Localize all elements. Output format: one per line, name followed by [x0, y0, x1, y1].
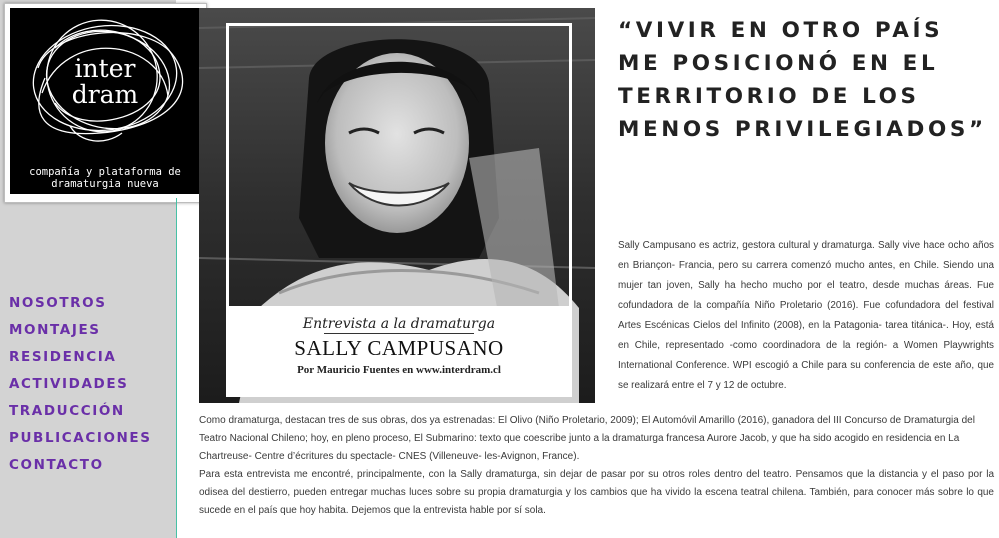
article-paragraph-1: Como dramaturga, destacan tres de sus obras, dos ya estrenadas: El Olivo (Niño Proletario, 2009); El Automóvil Amarillo (2016), ganadora del III Concurso de Dramaturgia del Teatro Nacional Chileno; hoy, en pleno proceso, El Submarino: texto que coescribe junto a la dramaturga francesa Aurore Jacob, y que ha sido acogido en residencia en La Chartreuse- Centre d’écritures du spectacle- CNES (Villeneuve- les-Avignon, France).	[199, 415, 975, 462]
nav-item-actividades[interactable]: ACTIVIDADES	[9, 376, 129, 392]
article-headline: “VIVIR EN OTRO PAÍS ME POSICIONÓ EN EL TERRITORIO DE LOS MENOS PRIVILEGIADOS”	[618, 18, 987, 142]
nav-item-contacto[interactable]: CONTACTO	[9, 457, 104, 473]
nav-item-montajes[interactable]: MONTAJES	[9, 322, 101, 338]
article-paragraph-2: Para esta entrevista me encontré, principalmente, con la Sally dramaturga, sin dejar de pasar por su otros roles dentro del teatro. Pensamos que la distancia y el paso por la odisea del destierro, pueden entregar muchas luces sobre su propia dramaturgia y los cambios que ha vivido la escena teatral chilena. También, para conocer más sobre lo que sucede en el país que hoy habita. Dejemos que la entrevista hable por sí sola.	[199, 469, 994, 516]
interview-photo	[199, 8, 595, 403]
nav-item-traduccion[interactable]: TRADUCCIÓN	[9, 403, 125, 419]
logo[interactable]	[10, 8, 200, 194]
photo-caption	[229, 306, 569, 394]
logo-word-dram: dram	[71, 80, 139, 109]
caption-underline	[324, 333, 474, 334]
caption-subtitle: Entrevista a la dramaturga	[302, 316, 496, 332]
logo-word-inter: inter	[74, 54, 136, 83]
article-intro: Sally Campusano es actriz, gestora cultural y dramaturga. Sally vive hace ocho años en Briançon- Francia, pero su carrera comenzó mucho antes, en Chile. Siendo una mujer tan joven, Sally ha hecho mucho por el teatro, desde muchas áreas. Fue cofundadora de la compañía Niño Proletario (2016). Fue cofundadora del festival Artes Escénicas Cielos del Infinito (2008), en la Patagonia- tarea titánica-. Hoy, está en Chile, representado -como coordinadora de la región- a Women Playwrights International Conference. WPI escogió a Chile para su conferencia de este año, que se realizará entre el 7 y 12 de octubre.	[618, 240, 994, 391]
content-divider	[176, 198, 177, 538]
logo-card[interactable]	[4, 3, 207, 203]
nav-item-publicaciones[interactable]: PUBLICACIONES	[9, 430, 152, 446]
nav-item-nosotros[interactable]: NOSOTROS	[9, 295, 107, 311]
logo-tagline-2: dramaturgia nueva	[51, 178, 159, 190]
caption-name: SALLY CAMPUSANO	[294, 336, 504, 360]
caption-byline: Por Mauricio Fuentes en www.interdram.cl	[297, 364, 501, 376]
nav-item-residencia[interactable]: RESIDENCIA	[9, 349, 117, 365]
sidebar	[0, 0, 181, 538]
logo-tagline-1: compañía y plataforma de	[29, 166, 181, 178]
main-nav	[9, 293, 152, 482]
article-body	[199, 412, 994, 520]
